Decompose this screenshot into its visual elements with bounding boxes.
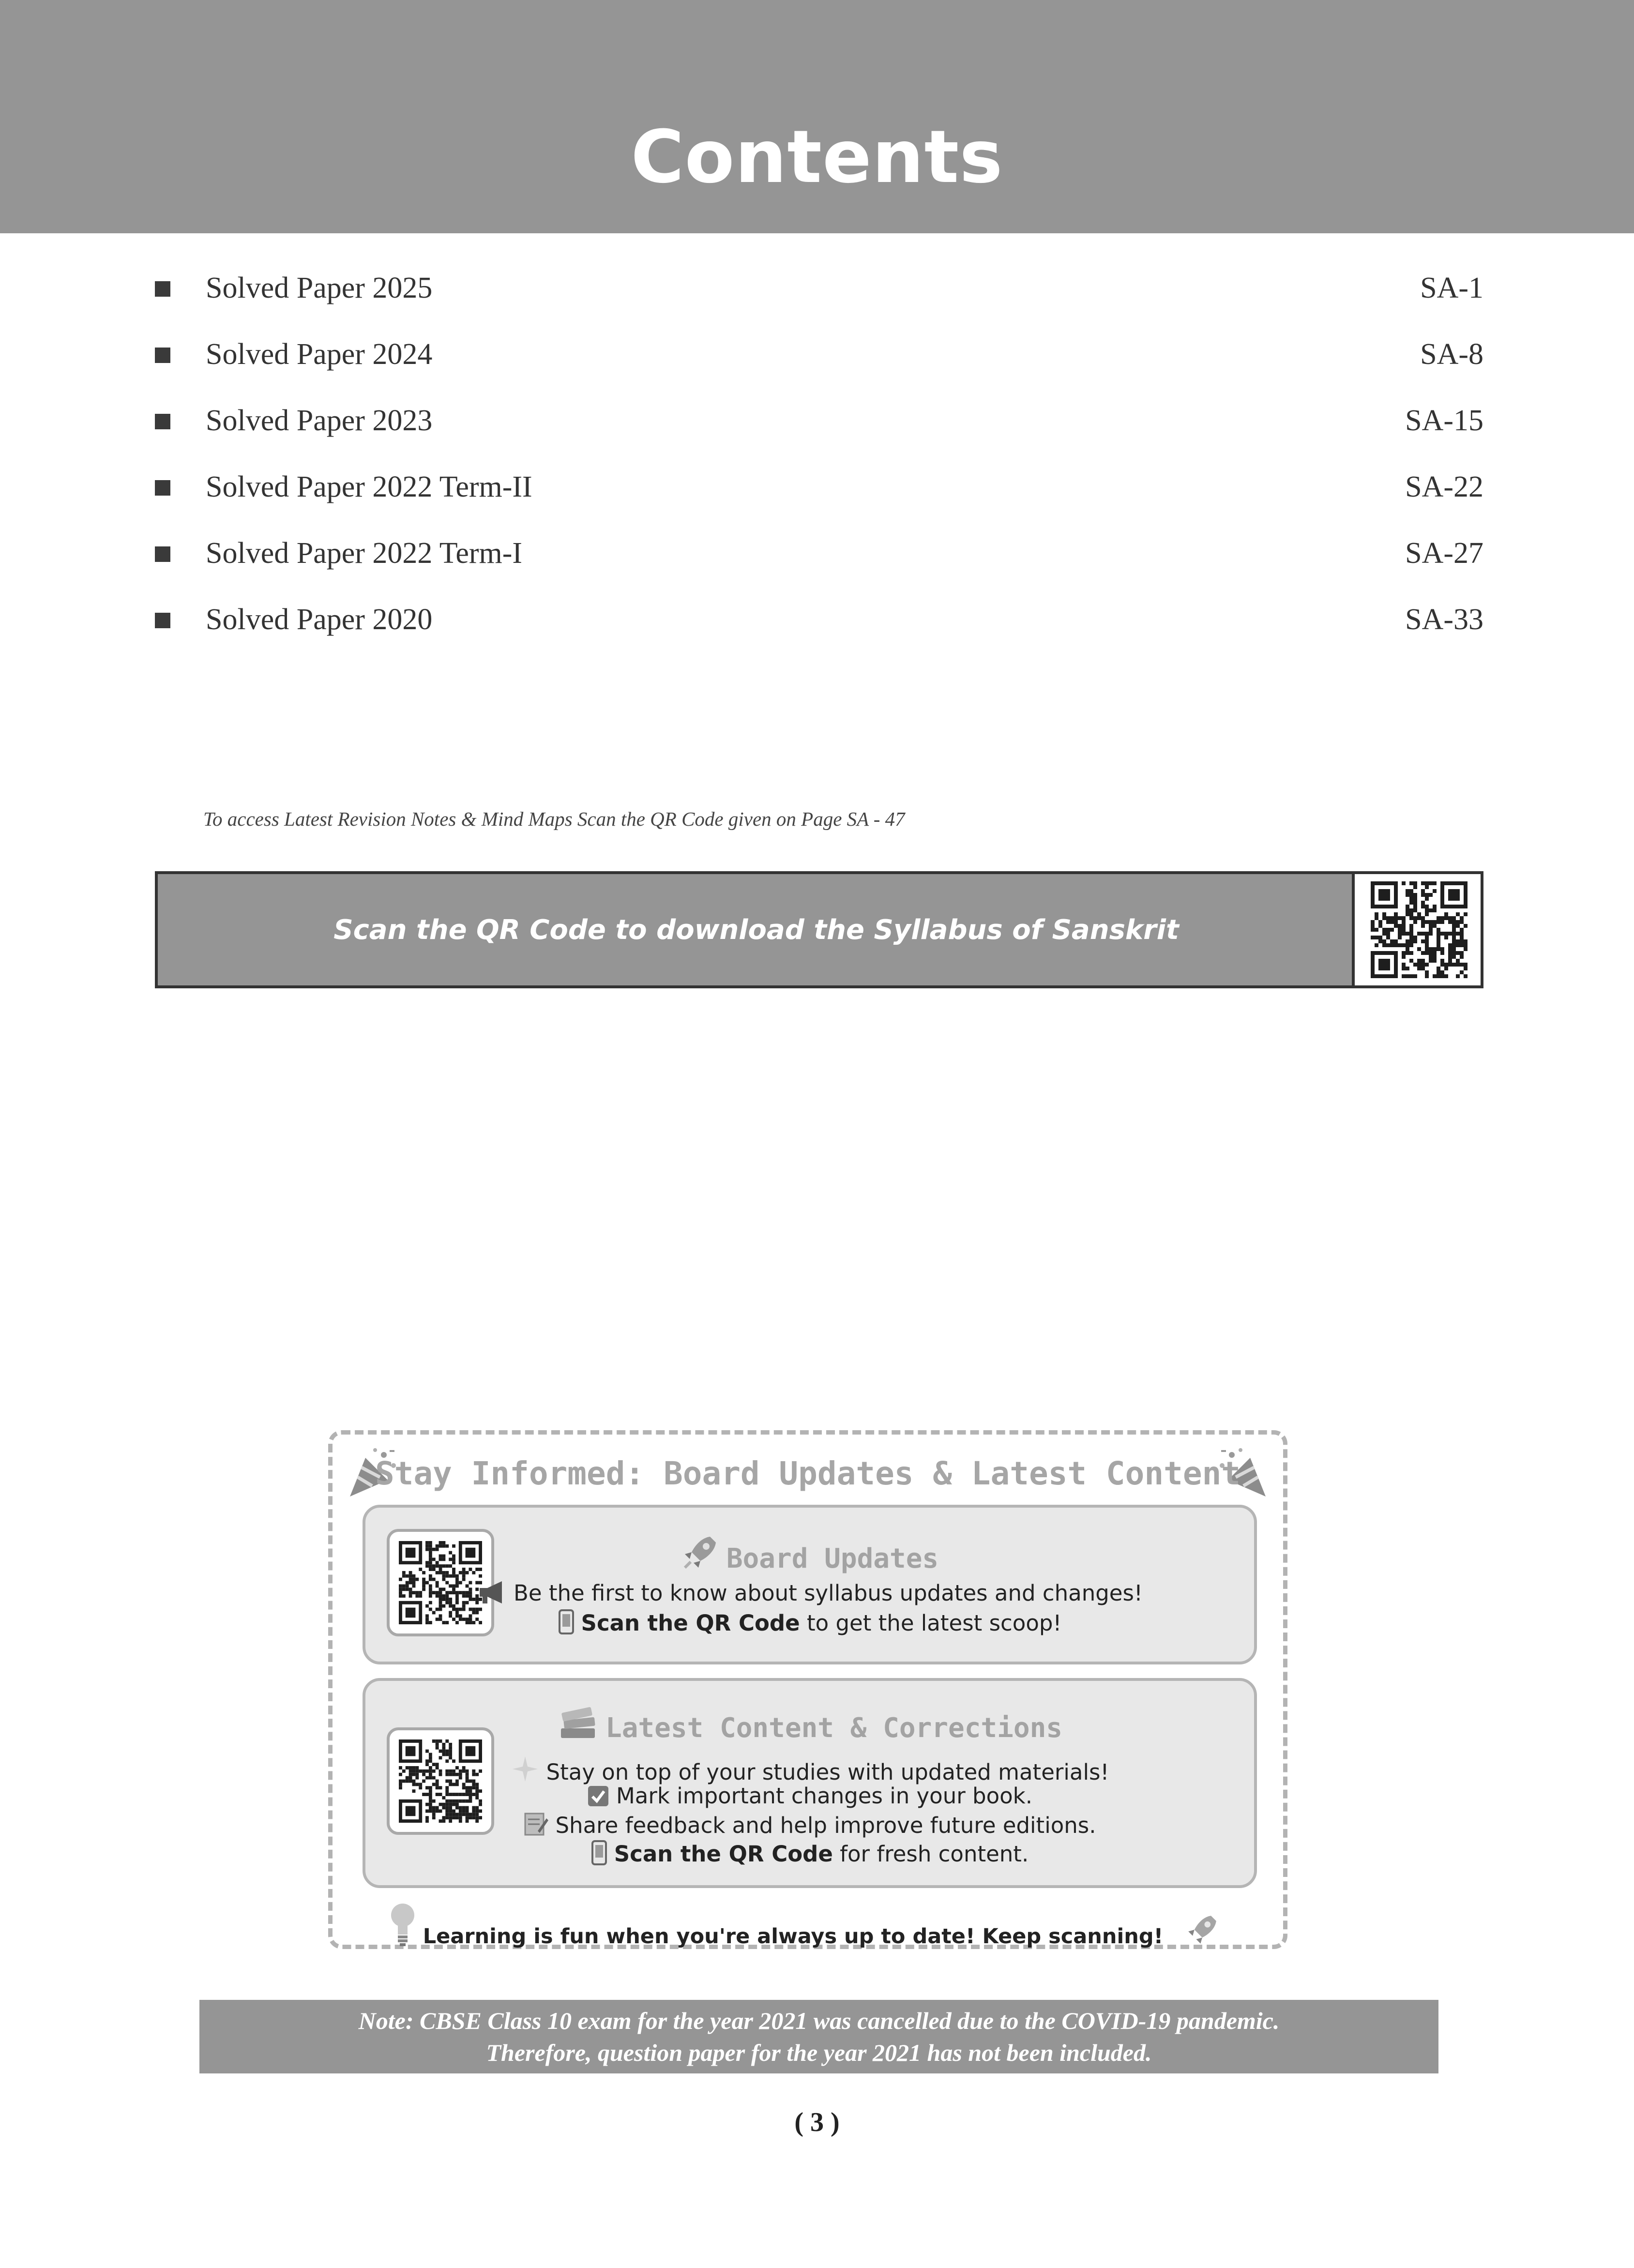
item-page: SA-22 xyxy=(1405,470,1483,503)
latest-content-heading-text: Latest Content & Corrections xyxy=(605,1712,1062,1744)
syllabus-qr-code-icon[interactable] xyxy=(1352,874,1481,985)
item-page: SA-15 xyxy=(1405,404,1483,437)
note-bar xyxy=(199,2000,1438,2073)
phone-icon xyxy=(591,1840,607,1865)
item-title: Solved Paper 2025 xyxy=(206,272,433,304)
square-bullet-icon xyxy=(155,348,170,363)
board-updates-line-2-rest: to get the latest scoop! xyxy=(800,1610,1062,1636)
item-title: Solved Paper 2024 xyxy=(206,338,433,371)
board-updates-panel xyxy=(363,1505,1257,1664)
list-item[interactable] xyxy=(155,269,1483,317)
latest-content-scan-text: Scan the QR Code xyxy=(614,1841,833,1867)
item-page: SA-33 xyxy=(1405,603,1483,636)
page-title: Contents xyxy=(631,115,1003,199)
latest-content-line-3-text: Share feedback and help improve future editions. xyxy=(555,1813,1096,1838)
board-updates-heading xyxy=(365,1533,1254,1574)
list-item[interactable] xyxy=(155,468,1483,516)
list-item[interactable] xyxy=(155,534,1483,582)
stay-informed-title: Stay Informed: Board Updates & Latest Content xyxy=(375,1455,1241,1492)
board-updates-scan-text: Scan the QR Code xyxy=(581,1610,800,1636)
item-title: Solved Paper 2022 Term-I xyxy=(206,537,522,570)
latest-content-line-2-text: Mark important changes in your book. xyxy=(616,1783,1033,1809)
sparkle-icon xyxy=(511,1754,540,1784)
syllabus-banner xyxy=(155,871,1483,988)
note-line-1: Note: CBSE Class 10 exam for the year 2021 was cancelled due to the COVID-19 pandemic. xyxy=(358,2007,1280,2034)
square-bullet-icon xyxy=(155,613,170,628)
stay-informed-footer xyxy=(333,1901,1283,1949)
item-title: Solved Paper 2023 xyxy=(206,404,433,437)
board-updates-heading-text: Board Updates xyxy=(726,1543,939,1574)
square-bullet-icon xyxy=(155,281,170,297)
memo-icon xyxy=(523,1812,548,1837)
lightbulb-icon xyxy=(389,1901,416,1947)
item-page: SA-27 xyxy=(1405,537,1483,570)
latest-content-heading xyxy=(365,1706,1254,1744)
stay-informed-footer-text: Learning is fun when you're always up to date! Keep scanning! xyxy=(423,1924,1164,1949)
latest-content-line-3 xyxy=(365,1812,1254,1838)
latest-content-line-1-text: Stay on top of your studies with updated materials! xyxy=(546,1759,1109,1785)
board-updates-line-1-text: Be the first to know about syllabus updates and changes! xyxy=(514,1580,1143,1606)
rocket-icon xyxy=(1185,1912,1220,1947)
phone-icon xyxy=(558,1609,575,1634)
item-title: Solved Paper 2020 xyxy=(206,603,433,636)
list-item[interactable] xyxy=(155,335,1483,383)
note-line-2: Therefore, question paper for the year 2021 has not been included. xyxy=(486,2039,1152,2066)
stay-informed-box xyxy=(328,1430,1287,1949)
checkbox-icon xyxy=(587,1785,609,1807)
square-bullet-icon xyxy=(155,480,170,496)
page-header xyxy=(0,0,1634,233)
item-title: Solved Paper 2022 Term-II xyxy=(206,470,532,503)
latest-content-line-4-rest: for fresh content. xyxy=(832,1841,1029,1867)
list-item[interactable] xyxy=(155,401,1483,450)
page-number: ( 3 ) xyxy=(794,2107,840,2137)
latest-content-line-1 xyxy=(365,1754,1254,1785)
square-bullet-icon xyxy=(155,414,170,429)
syllabus-banner-text: Scan the QR Code to download the Syllabus of Sanskrit xyxy=(333,914,1179,946)
rocket-icon xyxy=(681,1533,720,1572)
list-item[interactable] xyxy=(155,600,1483,649)
item-page: SA-8 xyxy=(1420,338,1483,371)
books-icon xyxy=(557,1706,599,1741)
board-updates-line-2 xyxy=(365,1609,1254,1636)
access-note: To access Latest Revision Notes & Mind Maps Scan the QR Code given on Page SA - 47 xyxy=(203,808,905,830)
board-updates-line-1 xyxy=(365,1580,1254,1606)
item-page: SA-1 xyxy=(1420,272,1483,304)
latest-content-panel xyxy=(363,1678,1257,1888)
megaphone-icon xyxy=(477,1580,507,1604)
latest-content-line-2 xyxy=(365,1783,1254,1809)
latest-content-line-4 xyxy=(365,1840,1254,1867)
square-bullet-icon xyxy=(155,546,170,562)
